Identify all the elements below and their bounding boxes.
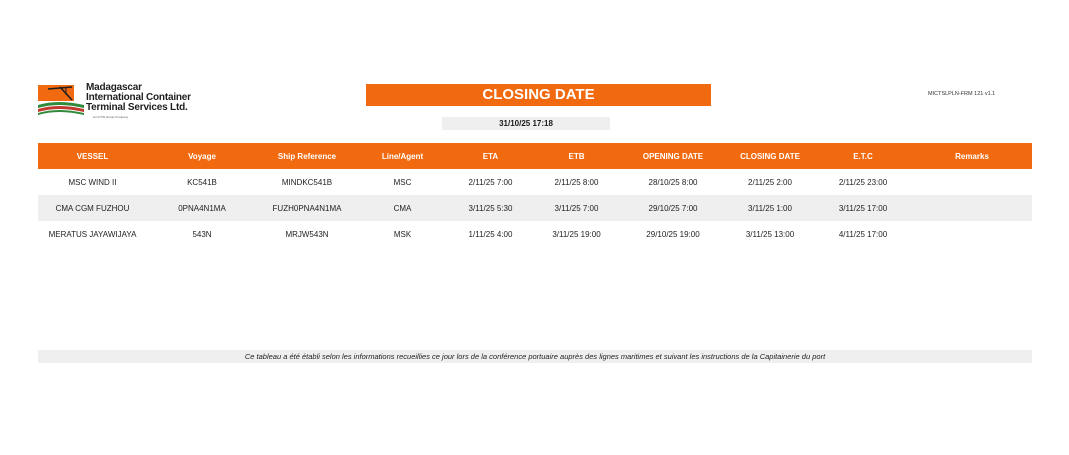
cell-line-agent: MSK — [393, 229, 412, 239]
cell-vessel: MSC WIND II — [68, 177, 117, 187]
company-name-line3: Terminal Services Ltd. — [86, 102, 188, 113]
cell-line-agent: CMA — [357, 195, 448, 221]
cell-vessel: CMA CGM FUZHOU — [38, 195, 147, 221]
col-header-remarks: Remarks — [912, 143, 1032, 169]
cell-line-agent: MSC — [393, 177, 412, 187]
cell-ship-reference: FUZH0PNA4N1MA — [257, 195, 357, 221]
cell-opening-date: 29/10/25 19:00 — [646, 229, 700, 239]
col-header-eta: ETA — [448, 143, 533, 169]
cell-etb: 3/11/25 7:00 — [533, 195, 620, 221]
cell-vessel: MERATUS JAYAWIJAYA — [48, 229, 137, 239]
table-row — [38, 221, 1032, 247]
crane-logo-icon — [38, 83, 86, 117]
col-header-voyage: Voyage — [147, 143, 257, 169]
cell-eta: 1/11/25 4:00 — [468, 229, 513, 239]
cell-voyage: KC541B — [187, 177, 217, 187]
col-header-closing-date: CLOSING DATE — [726, 143, 814, 169]
company-logo — [38, 83, 208, 123]
col-header-etb: ETB — [533, 143, 620, 169]
page-title: CLOSING DATE — [366, 84, 711, 106]
cell-closing-date: 2/11/25 2:00 — [748, 177, 792, 187]
report-date: 31/10/25 17:18 — [442, 117, 610, 130]
cell-remarks — [912, 195, 1032, 221]
cell-remarks — [912, 221, 1032, 247]
cell-closing-date: 3/11/25 13:00 — [745, 229, 795, 239]
cell-opening-date: 29/10/25 7:00 — [620, 195, 726, 221]
cell-eta: 2/11/25 7:00 — [468, 177, 513, 187]
company-name-line1: Madagascar — [86, 82, 142, 93]
cell-closing-date: 3/11/25 1:00 — [726, 195, 814, 221]
form-code: MICTSLPLN-FRM 121 v1.1 — [928, 91, 996, 97]
closing-date-table — [38, 143, 1032, 247]
col-header-etc: E.T.C — [814, 143, 912, 169]
col-header-opening-date: OPENING DATE — [620, 143, 726, 169]
cell-etc: 4/11/25 17:00 — [838, 229, 888, 239]
cell-etb: 2/11/25 8:00 — [554, 177, 599, 187]
table-row — [38, 169, 1032, 195]
company-tagline: An ICTSI Group Company — [93, 115, 129, 119]
cell-voyage: 0PNA4N1MA — [147, 195, 257, 221]
cell-remarks — [912, 169, 1032, 195]
cell-etc: 2/11/25 23:00 — [838, 177, 888, 187]
footer-note: Ce tableau a été établi selon les informations recueillies ce jour lors de la conférence portuaire auprès des lignes maritimes et suivant les instructions de la Capitainerie du port — [38, 350, 1032, 363]
col-header-vessel: VESSEL — [38, 143, 147, 169]
cell-etc: 3/11/25 17:00 — [814, 195, 912, 221]
cell-ship-reference: MRJW543N — [285, 229, 329, 239]
col-header-ship-reference: Ship Reference — [257, 143, 357, 169]
col-header-line-agent: Line/Agent — [357, 143, 448, 169]
cell-etb: 3/11/25 19:00 — [552, 229, 601, 239]
company-name-line2: International Container — [86, 92, 191, 103]
table-row — [38, 195, 1032, 221]
cell-eta: 3/11/25 5:30 — [448, 195, 533, 221]
cell-voyage: 543N — [192, 229, 212, 239]
cell-opening-date: 28/10/25 8:00 — [648, 177, 698, 187]
table-header-row — [38, 143, 1032, 169]
cell-ship-reference: MINDKC541B — [281, 177, 333, 187]
